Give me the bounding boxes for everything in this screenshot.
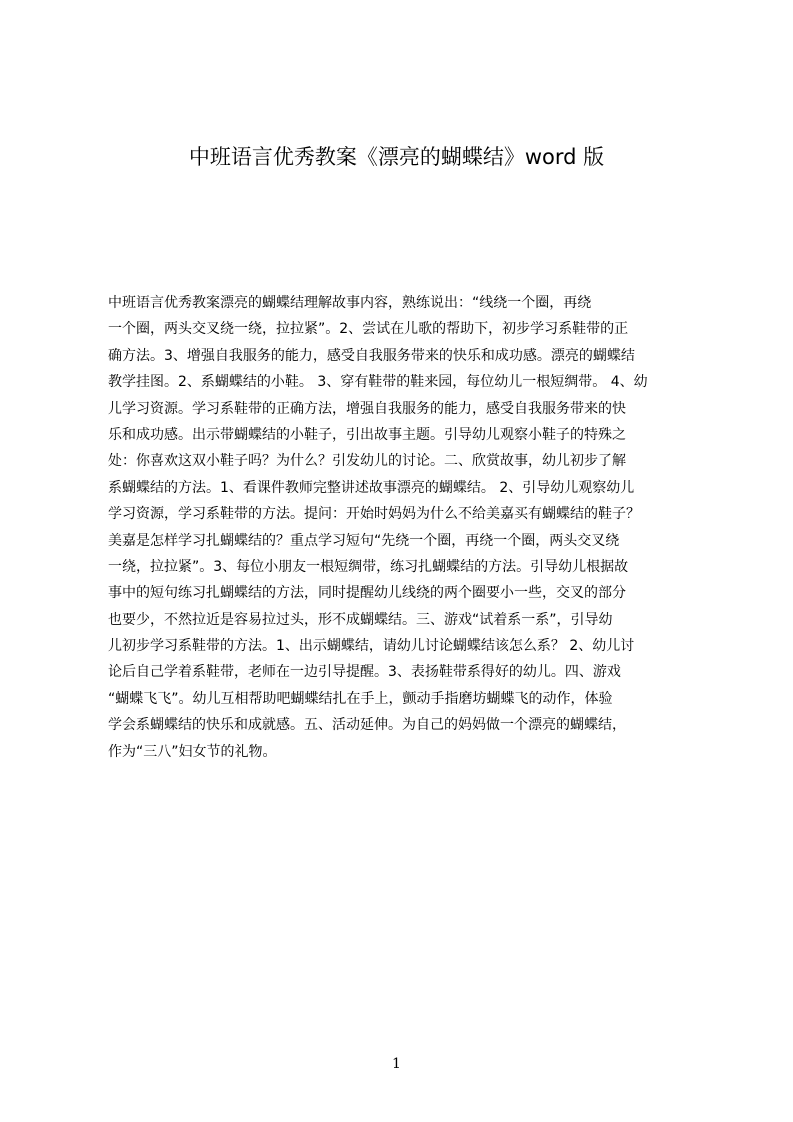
body-line: 儿学习资源。学习系鞋带的正确方法，增强自我服务的能力，感受自我服务带来的快: [108, 400, 626, 417]
body-line: 学会系蝴蝶结的快乐和成就感。五、活动延伸。为自己的妈妈做一个漂亮的蝴蝶结，: [108, 717, 626, 734]
body-line: 事中的短句练习扎蝴蝶结的方法，同时提醒幼儿线绕的两个圈要小一些，交叉的部分: [108, 585, 626, 602]
body-text: [108, 290, 698, 770]
page-number: 1: [392, 1056, 401, 1072]
body-line: 系蝴蝶结的方法。1、看课件教师完整讲述故事漂亮的蝴蝶结。 2、引导幼儿观察幼儿: [108, 479, 635, 496]
body-line: 一个圈，两头交叉绕一绕，拉拉紧”。2、尝试在儿歌的帮助下，初步学习系鞋带的正: [108, 321, 629, 338]
body-line: 美嘉是怎样学习扎蝴蝶结的？重点学习短句“先绕一个圈，再绕一个圈，两头交叉绕: [108, 532, 620, 549]
page-title: 中班语言优秀教案《漂亮的蝴蝶结》word 版: [188, 145, 605, 169]
body-line: 学习资源，学习系鞋带的方法。提问：开始时妈妈为什么不给美嘉买有蝴蝶结的鞋子？: [108, 506, 640, 523]
body-line: 儿初步学习系鞋带的方法。1、出示蝴蝶结，请幼儿讨论蝴蝶结该怎么系？ 2、幼儿讨: [108, 638, 635, 655]
body-line: 也要少，不然拉近是容易拉过头，形不成蝴蝶结。三、游戏“试着系一系”，引导幼: [108, 611, 613, 628]
body-line: 确方法。3、增强自我服务的能力，感受自我服务带来的快乐和成功感。漂亮的蝴蝶结: [108, 347, 635, 364]
body-line: 论后自己学着系鞋带，老师在一边引导提醒。3、表扬鞋带系得好的幼儿。四、游戏: [108, 664, 621, 681]
body-line: 教学挂图。2、系蝴蝶结的小鞋。 3、穿有鞋带的鞋来园，每位幼儿一根短绸带。 4、幼: [108, 374, 648, 391]
body-line: “蝴蝶飞飞”。幼儿互相帮助吧蝴蝶结扎在手上，颤动手指磨坊蝴蝶飞的动作，体验: [108, 690, 613, 707]
body-line: 中班语言优秀教案漂亮的蝴蝶结理解故事内容，熟练说出：“线绕一个圈，再绕: [108, 295, 592, 311]
body-line: 一绕，拉拉紧”。3、每位小朋友一根短绸带，练习扎蝴蝶结的方法。引导幼儿根据故: [108, 558, 629, 575]
body-line: 处：你喜欢这双小鞋子吗？为什么？引发幼儿的讨论。二、欣赏故事，幼儿初步了解: [108, 453, 626, 470]
body-line: 作为“三八”妇女节的礼物。: [108, 743, 277, 760]
body-line: 乐和成功感。出示带蝴蝶结的小鞋子，引出故事主题。引导幼儿观察小鞋子的特殊之: [108, 426, 626, 443]
